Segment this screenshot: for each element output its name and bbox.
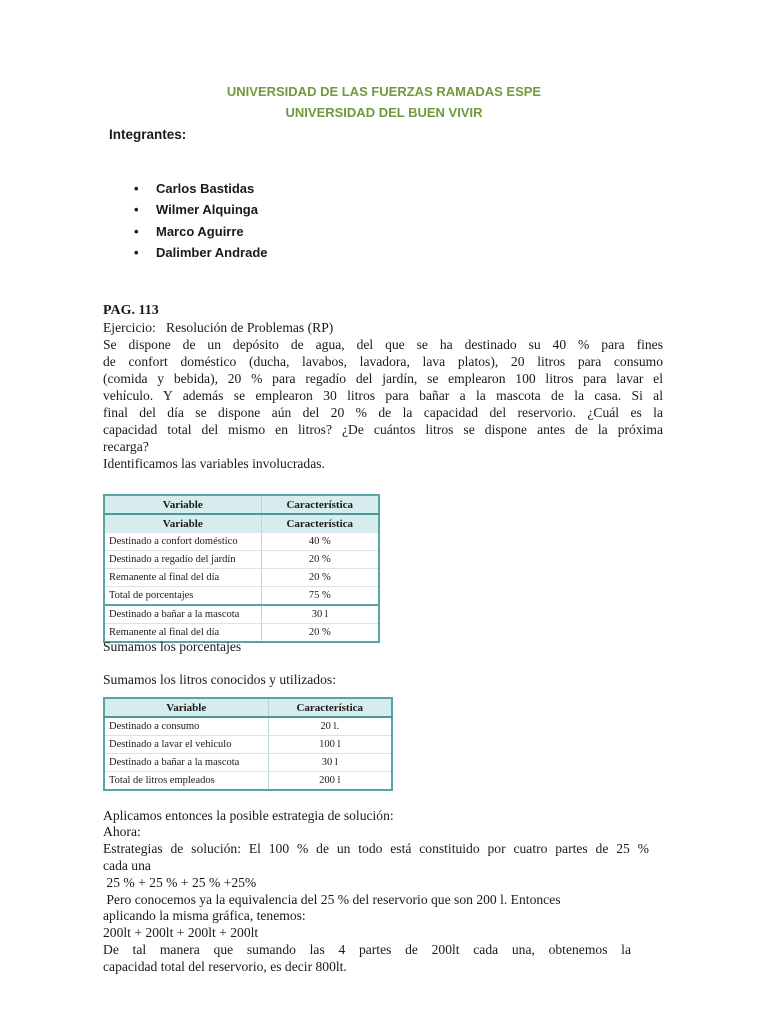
cell-value: 20 %: [261, 624, 379, 643]
table-row: [104, 736, 392, 754]
table-row: [104, 533, 379, 551]
cell-variable: Remanente al final del día: [104, 569, 261, 587]
cell-variable: Total de porcentajes: [104, 587, 261, 606]
cell-variable: Destinado a lavar el vehículo: [104, 736, 268, 754]
cell-value: 40 %: [261, 533, 379, 551]
member-name: Marco Aguirre: [156, 223, 244, 239]
list-item: [134, 221, 268, 242]
exercise-title: Ejercicio: Resolución de Problemas (RP): [103, 320, 334, 335]
table-row: [104, 551, 379, 569]
cell-value: 20 %: [261, 551, 379, 569]
cell-variable: Destinado a bañar a la mascota: [104, 754, 268, 772]
strategies-line: cada una: [103, 858, 151, 873]
bullet-icon: •: [134, 181, 139, 196]
strategy-text: Aplicamos entonces la posible estrategia de solución:: [103, 808, 394, 823]
cell-value: 100 l: [268, 736, 392, 754]
column-subheader: Característica: [261, 514, 379, 533]
column-header: Característica: [261, 495, 379, 514]
sum-liters-parts: 200lt + 200lt + 200lt + 200lt: [103, 925, 259, 940]
problem-line: capacidad total del mismo en litros? ¿De cuántos litros se dispone antes de la próxima: [103, 422, 663, 437]
column-subheader: Variable: [104, 514, 261, 533]
sum-percent-text: Sumamos los porcentajes: [103, 639, 242, 654]
problem-line: final del día se dispone aún del 20 % de la capacidad del reservorio. ¿Cuál es la: [103, 405, 663, 420]
university-subtitle: UNIVERSIDAD DEL BUEN VIVIR: [285, 105, 483, 120]
strategies-line: Estrategias de solución: El 100 % de un todo está constituido por cuatro partes de 25 %: [103, 841, 649, 856]
table-row: [104, 754, 392, 772]
cell-value: 30 l: [268, 754, 392, 772]
list-item: [134, 242, 268, 263]
bullet-icon: •: [134, 223, 139, 239]
table-header-row: [104, 495, 379, 514]
table-row: [104, 569, 379, 587]
member-name: Carlos Bastidas: [156, 181, 255, 196]
conclusion-line: capacidad total del reservorio, es decir 800lt.: [103, 959, 347, 974]
identify-text: Identificamos las variables involucradas.: [103, 456, 325, 471]
page-reference: PAG. 113: [103, 303, 159, 318]
cell-variable: Destinado a confort doméstico: [104, 533, 261, 551]
problem-line: vehículo. Y además se emplearon 30 litros para bañar a la mascota de la casa. Si al: [103, 388, 663, 403]
sum-quarters-text: 25 % + 25 % + 25 % +25%: [103, 875, 257, 890]
list-item: [134, 199, 268, 220]
table-row: [104, 605, 379, 624]
cell-variable: Destinado a consumo: [104, 717, 268, 736]
cell-variable: Total de litros empleados: [104, 772, 268, 791]
member-name: Wilmer Alquinga: [156, 202, 258, 218]
table-subheader-row: [104, 514, 379, 533]
sum-liters-text: Sumamos los litros conocidos y utilizados:: [103, 672, 336, 687]
equivalence-line: Pero conocemos ya la equivalencia del 25 % del reservorio que son 200 l. Entonces: [103, 892, 561, 907]
member-name: Dalimber Andrade: [156, 244, 268, 260]
members-list: [134, 178, 268, 263]
cell-value: 20 %: [261, 569, 379, 587]
cell-variable: Destinado a bañar a la mascota: [104, 605, 261, 624]
table-row: [104, 772, 392, 791]
cell-value: 20 l.: [268, 717, 392, 736]
column-header: Característica: [268, 698, 392, 717]
bullet-icon: •: [134, 244, 139, 260]
cell-value: 30 l: [261, 605, 379, 624]
problem-line: de confort doméstico (ducha, lavabos, lavadora, lava platos), 20 litros para consumo: [103, 354, 663, 369]
cell-value: 75 %: [261, 587, 379, 606]
problem-line: recarga?: [103, 439, 149, 454]
problem-line: (comida y bebida), 20 % para regadío del jardín, se emplearon 100 litros para lavar el: [103, 371, 663, 386]
university-title: UNIVERSIDAD DE LAS FUERZAS RAMADAS ESPE: [226, 84, 542, 99]
table-row: [104, 717, 392, 736]
cell-value: 200 l: [268, 772, 392, 791]
cell-variable: Destinado a regadío del jardín: [104, 551, 261, 569]
liters-table: [103, 697, 393, 791]
conclusion-line: De tal manera que sumando las 4 partes de 200lt cada una, obtenemos la: [103, 942, 631, 957]
equivalence-line: aplicando la misma gráfica, tenemos:: [103, 908, 306, 923]
ahora-text: Ahora:: [103, 824, 141, 839]
column-header: Variable: [104, 698, 268, 717]
table-header-row: [104, 698, 392, 717]
table-row: [104, 587, 379, 606]
cell-variable: Remanente al final del día: [104, 624, 261, 643]
bullet-icon: •: [134, 202, 139, 218]
variables-table: [103, 494, 380, 643]
list-item: [134, 178, 268, 199]
column-header: Variable: [104, 495, 261, 514]
integrantes-label: Integrantes:: [109, 127, 187, 142]
problem-line: Se dispone de un depósito de agua, del que se ha destinado su 40 % para fines: [103, 337, 663, 352]
